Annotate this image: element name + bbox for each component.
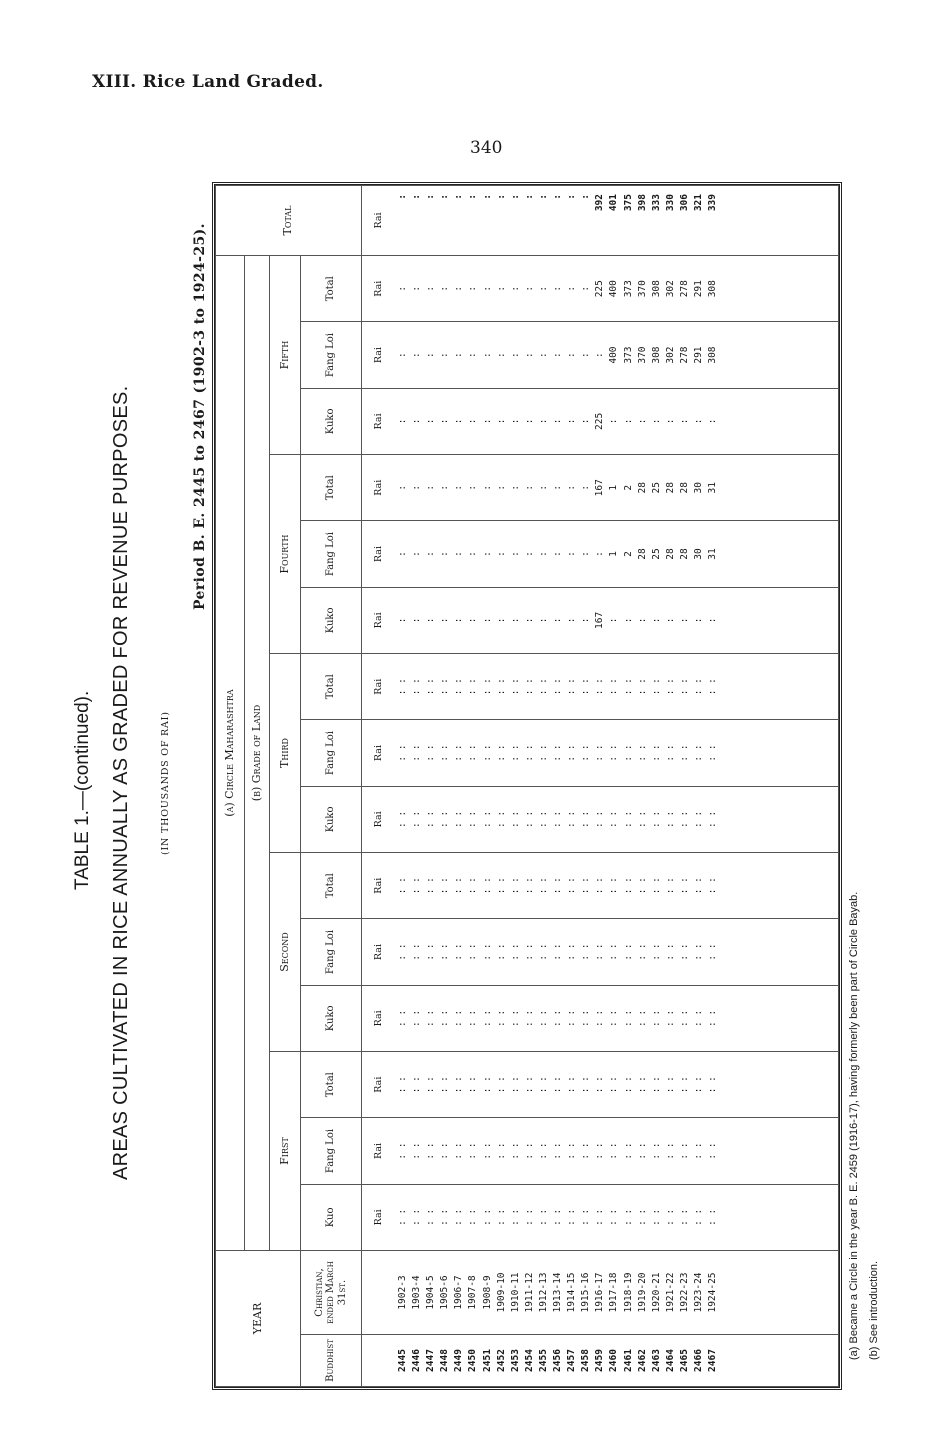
third-fangloi-header: Fang Loi [301, 720, 362, 786]
christian-header: Christian, ended March 31st. [301, 1251, 362, 1335]
grade-first: First [270, 1052, 301, 1251]
circle-header: (a) Circle Maharashtra [216, 256, 245, 1251]
units-note: (IN THOUSANDS OF RAI) [160, 711, 171, 855]
unit-label: Rai [362, 985, 395, 1051]
unit-label: Rai [362, 720, 395, 786]
first-total-column: : : : : : : : : : : : : : : : : : : : : : : : : : : : : : : : : : : : : : : : : : : : : : : [397, 1076, 719, 1094]
second-total-header: Total [301, 853, 362, 919]
table-title: TABLE 1.—(continued). [72, 690, 93, 890]
third-total-column: : : : : : : : : : : : : : : : : : : : : : : : : : : : : : : : : : : : : : : : : : : : : : : [397, 678, 719, 696]
total-header: Total [216, 186, 362, 256]
fourth-fangloi-column: : : : : : : : : : : : : : : : 1 2 28 25 28 28 30 31 [397, 548, 719, 560]
third-kuko-header: Kuko [301, 786, 362, 852]
main-title: AREAS CULTIVATED IN RICE ANNUALLY AS GRADED FOR REVENUE PURPOSES. [110, 385, 132, 1180]
second-fangloi-header: Fang Loi [301, 919, 362, 985]
third-fangloi-column: : : : : : : : : : : : : : : : : : : : : : : : : : : : : : : : : : : : : : : : : : : : : : : [397, 744, 719, 762]
grade-second: Second [270, 853, 301, 1052]
second-kuko-header: Kuko [301, 985, 362, 1051]
buddhist-year-column: 2445 2446 2447 2448 2449 2450 2451 2452 2453 2454 2455 2456 2457 2458 2459 2460 2461 2462 2463 2464 2465 2466 2467 [397, 1349, 719, 1372]
section-header: XIII. Rice Land Graded. [92, 72, 324, 92]
page-number: 340 [470, 138, 503, 158]
footnote-b: (b) See introduction. [868, 1260, 880, 1360]
third-total-header: Total [301, 654, 362, 720]
fifth-fangloi-column: : : : : : : : : : : : : : : : 400 373 370 308 302 278 291 308 [397, 346, 719, 364]
fifth-fangloi-header: Fang Loi [301, 322, 362, 388]
christian-year-column: 1902-3 1903-4 1904-5 1905-6 1906-7 1907-8 1908-9 1909-10 1910-11 1911-12 1912-13 1913-14 1914-15 1915-16 1916-17 1917-18 1918-19 1919-20 1920-21 1921-22 1922-23 1923-24 1924-25 [397, 1272, 719, 1313]
fifth-kuko-header: Kuko [301, 388, 362, 454]
first-kuko-column: : : : : : : : : : : : : : : : : : : : : : : : : : : : : : : : : : : : : : : : : : : : : : : [397, 1208, 719, 1226]
footnote-a: (a) Became a Circle in the year B. E. 2459 (1916-17), having formerly been part of Circle Bayab. [848, 891, 860, 1360]
first-kuko-header: Kuo [301, 1184, 362, 1250]
fourth-fangloi-header: Fang Loi [301, 521, 362, 587]
first-fangloi-column: : : : : : : : : : : : : : : : : : : : : : : : : : : : : : : : : : : : : : : : : : : : : : : [397, 1142, 719, 1160]
grand-total-column: : : : : : : : : : : : : : : 392 401 375 398 333 330 306 321 339 [397, 194, 719, 212]
unit-label: Rai [362, 455, 395, 521]
fifth-kuko-column: : : : : : : : : : : : : : : 225 : : : : : : : : [397, 412, 719, 430]
unit-label: Rai [362, 1052, 395, 1118]
grade-header: (b) Grade of Land [245, 256, 270, 1251]
unit-label: Rai [362, 654, 395, 720]
unit-label: Rai [362, 853, 395, 919]
second-kuko-column: : : : : : : : : : : : : : : : : : : : : : : : : : : : : : : : : : : : : : : : : : : : : : : [397, 1009, 719, 1027]
unit-label: Rai [362, 919, 395, 985]
unit-label: Rai [362, 786, 395, 852]
second-fangloi-column: : : : : : : : : : : : : : : : : : : : : : : : : : : : : : : : : : : : : : : : : : : : : : : [397, 943, 719, 961]
fourth-kuko-header: Kuko [301, 587, 362, 653]
period-line: Period B. E. 2445 to 2467 (1902-3 to 1924-25). [192, 223, 208, 610]
unit-label: Rai [362, 388, 395, 454]
third-kuko-column: : : : : : : : : : : : : : : : : : : : : : : : : : : : : : : : : : : : : : : : : : : : : : : [397, 810, 719, 828]
year-header: YEAR [216, 1251, 301, 1387]
grade-fourth: Fourth [270, 455, 301, 654]
grade-fifth: Fifth [270, 256, 301, 455]
unit-label: Rai [362, 256, 395, 322]
fifth-total-column: : : : : : : : : : : : : : : 225 400 373 370 308 302 278 291 308 [397, 280, 719, 298]
fifth-total-header: Total [301, 256, 362, 322]
rice-land-table [212, 182, 842, 1390]
fourth-kuko-column: : : : : : : : : : : : : : : 167 : : : : : : : : [397, 611, 719, 629]
grade-third: Third [270, 654, 301, 853]
unit-label: Rai [362, 521, 395, 587]
second-total-column: : : : : : : : : : : : : : : : : : : : : : : : : : : : : : : : : : : : : : : : : : : : : : : [397, 877, 719, 895]
first-total-header: Total [301, 1052, 362, 1118]
fourth-total-column: : : : : : : : : : : : : : : 167 1 2 28 25 28 28 30 31 [397, 479, 719, 497]
unit-label: Rai [362, 1184, 395, 1250]
unit-label: Rai [362, 322, 395, 388]
buddhist-header: Buddhist [301, 1335, 362, 1387]
first-fangloi-header: Fang Loi [301, 1118, 362, 1184]
unit-label: Rai [362, 186, 395, 256]
unit-label: Rai [362, 1118, 395, 1184]
fourth-total-header: Total [301, 455, 362, 521]
unit-label: Rai [362, 587, 395, 653]
